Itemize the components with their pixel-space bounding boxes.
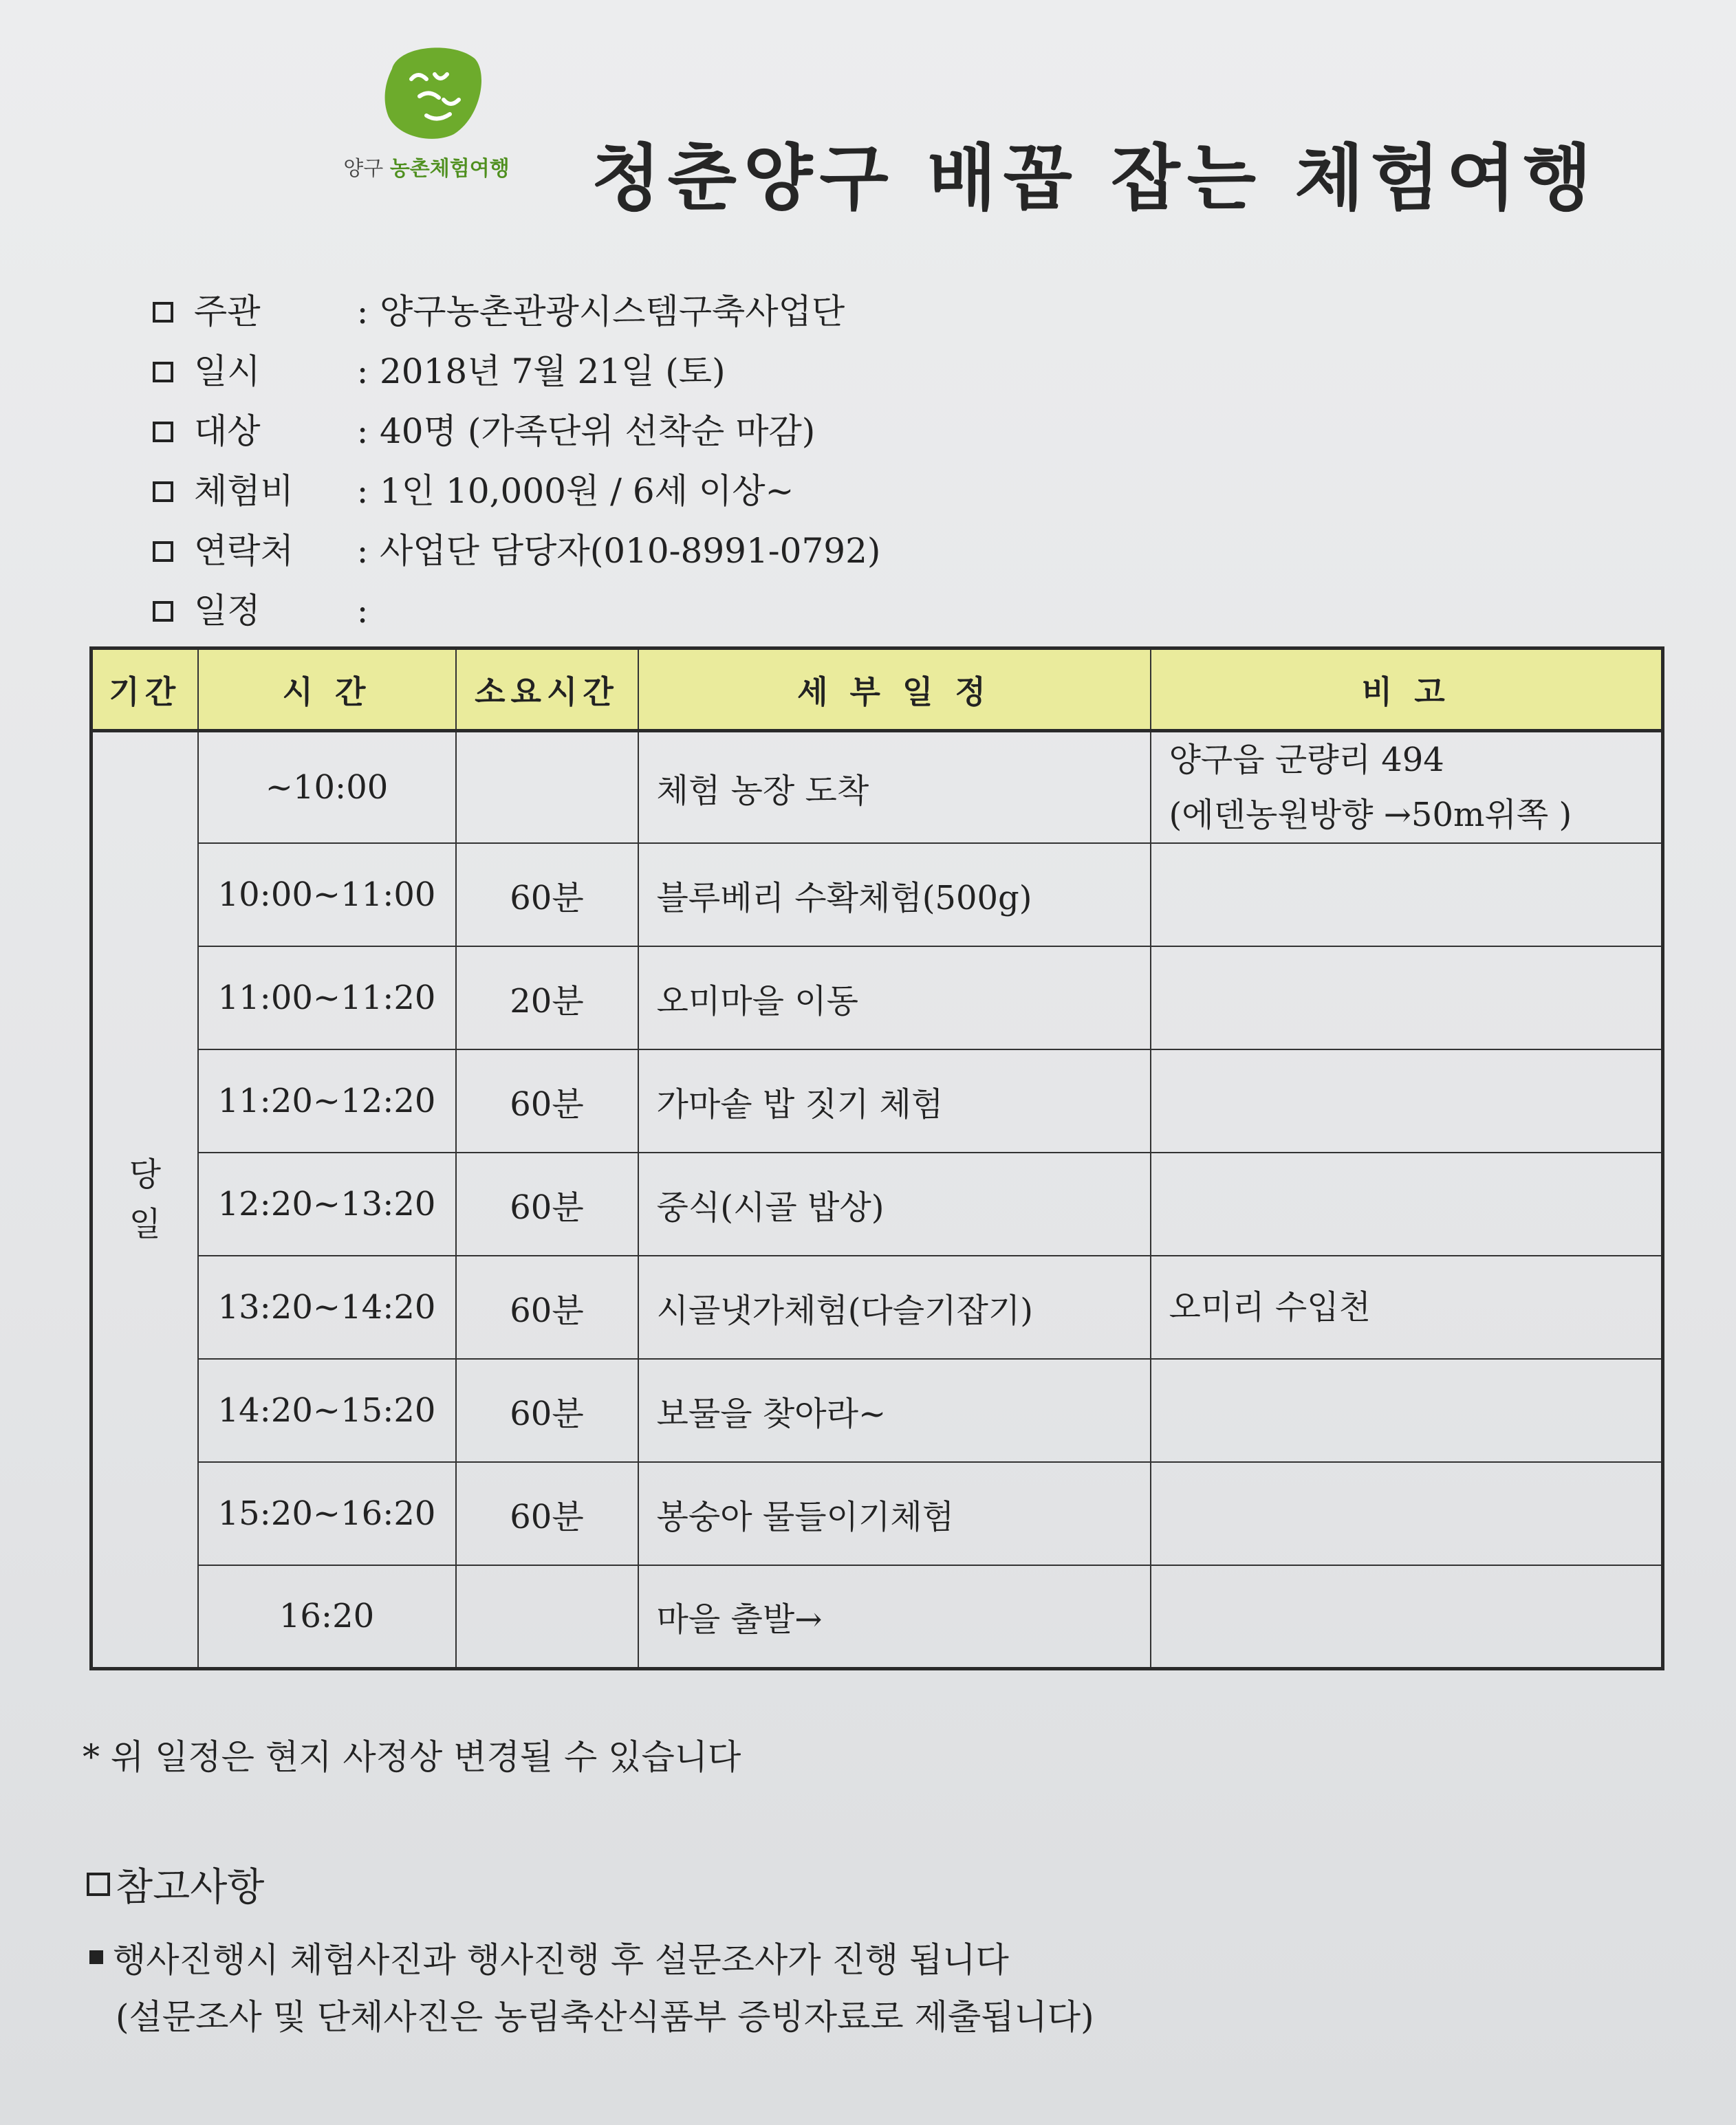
info-list bbox=[153, 282, 880, 641]
time-cell: 10:00~11:00 bbox=[198, 843, 456, 946]
time-cell: 16:20 bbox=[198, 1565, 456, 1668]
info-row-schedule: 일정 : bbox=[153, 581, 880, 641]
info-row-target: 대상 : 40명 (가족단위 선착순 마감) bbox=[153, 402, 880, 461]
duration-cell: 60분 bbox=[456, 1049, 638, 1153]
info-key: 연락처 bbox=[194, 531, 294, 571]
detail-cell: 블루베리 수확체험(500g) bbox=[638, 843, 1151, 946]
checkbox-square-icon bbox=[153, 601, 173, 622]
info-value: 40명 (가족단위 선착순 마감) bbox=[380, 411, 816, 451]
table-row bbox=[91, 1359, 1663, 1462]
detail-cell: 체험 농장 도착 bbox=[638, 731, 1151, 844]
info-row-date: 일시 : 2018년 7월 21일 (토) bbox=[153, 342, 880, 402]
reference-bullet: 행사진행시 체험사진과 행사진행 후 설문조사가 진행 됩니다 bbox=[89, 1932, 1009, 1982]
note-cell: 오미리 수입천 bbox=[1151, 1256, 1663, 1359]
time-cell: ~10:00 bbox=[198, 731, 456, 844]
duration-cell: 60분 bbox=[456, 1256, 638, 1359]
note-cell bbox=[1151, 1049, 1663, 1153]
leaf-logo-icon bbox=[378, 41, 488, 144]
info-row-fee: 체험비 : 1인 10,000원 / 6세 이상~ bbox=[153, 461, 880, 521]
detail-cell: 가마솥 밥 짓기 체험 bbox=[638, 1049, 1151, 1153]
detail-cell: 봉숭아 물들이기체험 bbox=[638, 1462, 1151, 1565]
info-key: 주관 bbox=[194, 292, 261, 331]
header-detail: 세 부 일 정 bbox=[638, 649, 1151, 731]
detail-cell: 시골냇가체험(다슬기잡기) bbox=[638, 1256, 1151, 1359]
time-cell: 12:20~13:20 bbox=[198, 1153, 456, 1256]
info-key: 대상 bbox=[194, 411, 261, 451]
time-cell: 13:20~14:20 bbox=[198, 1256, 456, 1359]
reference-subnote: (설문조사 및 단체사진은 농림축산식품부 증빙자료로 제출됩니다) bbox=[116, 1997, 1094, 2037]
table-header-row bbox=[91, 649, 1663, 731]
note-cell bbox=[1151, 843, 1663, 946]
table-row bbox=[91, 1462, 1663, 1565]
time-cell: 15:20~16:20 bbox=[198, 1462, 456, 1565]
info-value: 사업단 담당자(010-8991-0792) bbox=[380, 531, 881, 571]
table-row bbox=[91, 1049, 1663, 1153]
table-row bbox=[91, 731, 1663, 844]
detail-cell: 오미마을 이동 bbox=[638, 946, 1151, 1049]
reference-heading: 참고사항 bbox=[87, 1857, 264, 1912]
note-cell: 양구읍 군량리 494 (에덴농원방향 →50m위쪽 ) bbox=[1151, 731, 1663, 844]
duration-cell: 60분 bbox=[456, 1153, 638, 1256]
checkbox-square-icon bbox=[153, 422, 173, 442]
duration-cell: 60분 bbox=[456, 1359, 638, 1462]
table-row bbox=[91, 1565, 1663, 1668]
checkbox-square-icon bbox=[153, 302, 173, 323]
detail-cell: 중식(시골 밥상) bbox=[638, 1153, 1151, 1256]
detail-cell: 마을 출발→ bbox=[638, 1565, 1151, 1668]
header-time: 시 간 bbox=[198, 649, 456, 731]
schedule-change-notice: * 위 일정은 현지 사정상 변경될 수 있습니다 bbox=[83, 1737, 741, 1777]
table-row bbox=[91, 1256, 1663, 1359]
note-cell bbox=[1151, 1462, 1663, 1565]
time-cell: 14:20~15:20 bbox=[198, 1359, 456, 1462]
duration-cell: 60분 bbox=[456, 1462, 638, 1565]
header-period: 기간 bbox=[91, 649, 198, 731]
header-duration: 소요시간 bbox=[456, 649, 638, 731]
time-cell: 11:00~11:20 bbox=[198, 946, 456, 1049]
note-cell bbox=[1151, 1153, 1663, 1256]
info-key: 체험비 bbox=[194, 471, 294, 511]
checkbox-square-icon bbox=[87, 1873, 110, 1896]
note-cell bbox=[1151, 946, 1663, 1049]
table-row bbox=[91, 946, 1663, 1049]
document-title: 청춘양구 배꼽 잡는 체험여행 bbox=[592, 136, 1599, 220]
duration-cell: 60분 bbox=[456, 843, 638, 946]
checkbox-square-icon bbox=[153, 362, 173, 382]
info-row-organizer: 주관 : 양구농촌관광시스템구축사업단 bbox=[153, 282, 880, 342]
table-row bbox=[91, 843, 1663, 946]
info-key: 일정 bbox=[194, 591, 261, 631]
info-value: 양구농촌관광시스템구축사업단 bbox=[380, 292, 845, 331]
duration-cell bbox=[456, 1565, 638, 1668]
checkbox-square-icon bbox=[153, 541, 173, 562]
square-bullet-icon bbox=[89, 1950, 103, 1964]
logo-caption: 양구 농촌체험여행 bbox=[343, 157, 510, 181]
detail-cell: 보물을 찾아라~ bbox=[638, 1359, 1151, 1462]
note-cell bbox=[1151, 1359, 1663, 1462]
duration-cell bbox=[456, 731, 638, 844]
checkbox-square-icon bbox=[153, 481, 173, 502]
time-cell: 11:20~12:20 bbox=[198, 1049, 456, 1153]
info-value: 2018년 7월 21일 (토) bbox=[380, 351, 726, 391]
period-cell: 당 일 bbox=[91, 731, 198, 1669]
header-note: 비 고 bbox=[1151, 649, 1663, 731]
table-row bbox=[91, 1153, 1663, 1256]
info-value: 1인 10,000원 / 6세 이상~ bbox=[380, 471, 794, 511]
duration-cell: 20분 bbox=[456, 946, 638, 1049]
info-row-contact: 연락처 : 사업단 담당자(010-8991-0792) bbox=[153, 521, 880, 581]
info-key: 일시 bbox=[194, 351, 261, 391]
logo bbox=[323, 41, 530, 186]
schedule-table bbox=[89, 646, 1664, 1670]
note-cell bbox=[1151, 1565, 1663, 1668]
